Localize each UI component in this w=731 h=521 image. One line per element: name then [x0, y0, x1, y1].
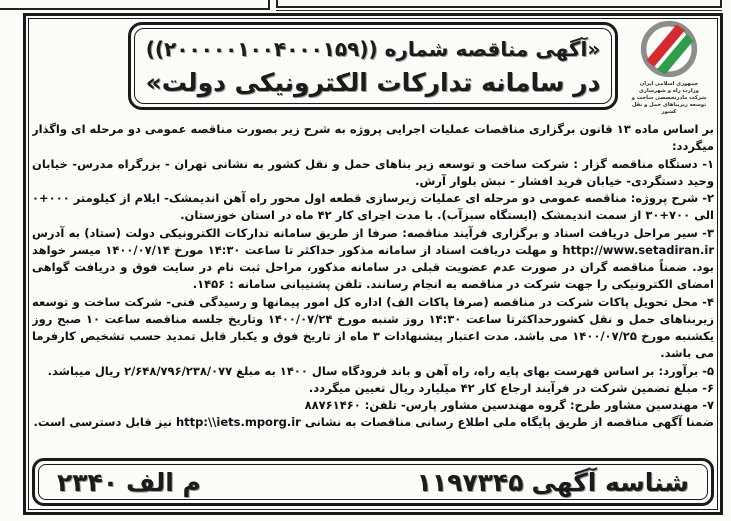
title-box [128, 22, 618, 110]
logo-caption-line: شرکت مادرتخصصی ساخت و توسعه زیربناهای حمل و نقل کشور [631, 95, 707, 115]
footer-inner-border [38, 464, 708, 500]
tender-item: ۴- محل تحویل پاکات شرکت در مناقصه (صرفا پاکات الف) اداره کل امور پیمانها و رسیدگی فنی- شرکت ساخت و توسعه زیربناهای حمل و نقل کشورحداکثرتا ساعت ۱۴:۳۰ روز شنبه مورخ ۱۴۰۰/۰۷/۲۴ وتاریخ جلسه مناقصه ساعت ۱۰ صبح روز یکشنبه مورخ ۱۴۰۰/۰۷/۲۵ می باشد. مدت اعتبار پیشنهادات ۳ ماه از تاریخ فوق و یکبار قابل تمدید حسب تشخیص کارفرما می باشد. [32, 294, 714, 361]
logo-caption-line: وزارت راه و شهرسازی [639, 88, 699, 95]
ad-reference [57, 468, 201, 497]
page-title-line-2: در سامانه تدارکات الکترونیکی دولت» [145, 68, 601, 97]
tender-item: ۳- سیر مراحل دریافت اسناد و برگزاری فرآیند مناقصه: صرفا از طریق سامانه تدارکات الکترونیکی دولت (ستاد) به آدرس http://www.setadiran.ir و مهلت دریافت اسناد از سامانه مذکور حداکثر تا ساعت ۱۴:۳۰ مورخ ۱۴۰۰/۰۷/۱۴ میسر خواهد بود. ضمناً مناقصه گران در صورت عدم عضویت قبلی در سامانه مذکور، مراحل ثبت نام در سایت فوق و دریافت گواهی امضای الکترونیکی را جهت شرکت در مناقصه به انجام رسانند. تلفن پشتیبانی سامانه : ۱۴۵۶. [32, 225, 714, 292]
organization-logo [624, 19, 714, 117]
tender-item: ۵- برآورد: بر اساس فهرست بهای پایه راه، راه آهن و باند فرودگاه سال ۱۴۰۰ به مبلغ ۲/۶۴۸/۷۹۶/۲۳۸/۰۷۷ ریال میباشد. [47, 363, 714, 378]
ad-reference-value: ۲۳۴۰ [57, 467, 119, 497]
previous-ad-border-left [0, 0, 270, 10]
previous-ad-border-right [276, 0, 722, 8]
logo-caption [624, 81, 714, 115]
ad-reference-label: م الف [126, 467, 201, 497]
intro-paragraph: بر اساس ماده ۱۳ قانون برگزاری مناقصات عملیات اجرایی پروژه به شرح زیر بصورت مناقصه عمومی دو مرحله ای واگذار میگردد: [32, 122, 714, 154]
page-title-line-1: «آگهی مناقصه شماره ((۲۰۰۰۰۰۱۰۰۴۰۰۰۱۵۹)) [145, 37, 601, 61]
tender-item: ۱- دستگاه مناقصه گزار : شرکت ساخت و توسعه زیر بناهای حمل و نقل کشور به نشانی تهران - بزرگراه مدرس- خیابان وحید دستگردی- خیابان فرید افشار - نبش بلوار آرش. [32, 156, 714, 188]
tender-item: ۷- مهندسین مشاور طرح: گروه مهندسین مشاور پارس- تلفن: ۸۸۷۶۱۴۶۰ [304, 398, 714, 412]
ad-identifier-label: شناسه آگهی [531, 467, 689, 497]
ad-identifier [417, 468, 689, 497]
footer-box [32, 458, 714, 506]
title-inner-border [134, 28, 612, 104]
tender-item: ۶- مبلغ تضمین شرکت در فرآیند ارجاع کار ۴۲ میلیارد ریال تعیین میگردد. [308, 380, 714, 395]
ad-identifier-value: ۱۱۹۷۳۴۵ [416, 467, 524, 497]
logo-caption-line: جمهوری اسلامی ایران [639, 81, 699, 87]
announcement-body [32, 121, 714, 452]
tender-item: ۲- شرح پروژه: مناقصه عمومی دو مرحله ای عملیات زیرسازی قطعه اول محور راه آهن اندیمشک- ایلام از کیلومتر ۰۰۰+۰ الی ۷۰۰+۳۰ از سمت اندیمشک (ایستگاه سبزآب). با مدت اجرای کار ۴۲ ماه در استان خوزستان. [32, 191, 714, 223]
transport-infrastructure-emblem-icon [639, 19, 699, 79]
closing-paragraph: ضمنا آگهی مناقصه از طریق پایگاه ملی اطلاع رسانی مناقصات به نشانی http:\\iets.mporg.ir نیز قابل دسترسی است. [33, 415, 714, 430]
